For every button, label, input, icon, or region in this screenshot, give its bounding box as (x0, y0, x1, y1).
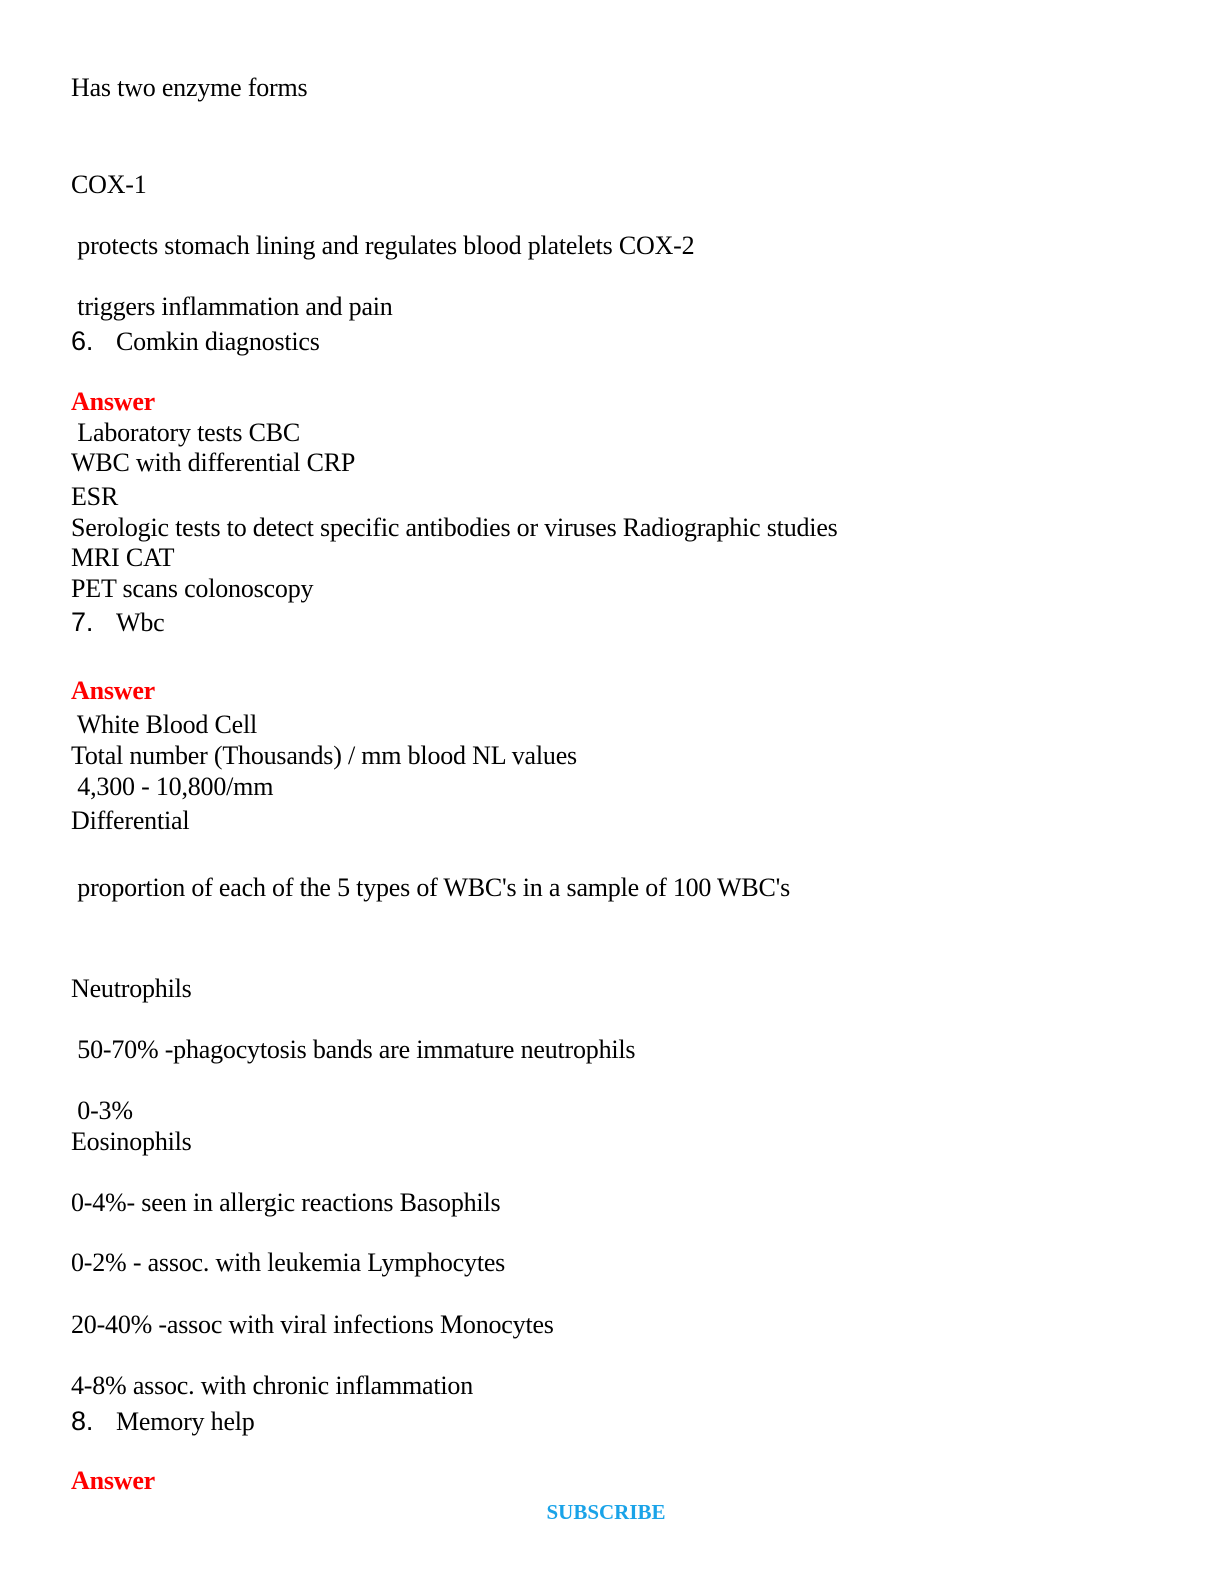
answer-line: Differential (71, 806, 190, 835)
answer-line: 50-70% -phagocytosis bands are immature neutrophils (71, 1035, 636, 1064)
answer-line: 4-8% assoc. with chronic inflammation (71, 1371, 473, 1400)
question-text: Comkin diagnostics (116, 327, 320, 356)
answer-label: Answer (71, 1466, 156, 1495)
answer-line: 0-4%- seen in allergic reactions Basophils (71, 1188, 501, 1217)
question-6 (71, 326, 320, 357)
answer-line: WBC with differential CRP (71, 448, 356, 477)
answer-line: 4,300 - 10,800/mm (71, 772, 274, 801)
answer-line: Serologic tests to detect specific antibodies or viruses Radiographic studies (71, 513, 838, 542)
answer-line: White Blood Cell (71, 710, 258, 739)
answer-line: proportion of each of the 5 types of WBC's in a sample of 100 WBC's (71, 873, 791, 902)
question-8 (71, 1406, 255, 1437)
answer-line: 0-3% (71, 1096, 133, 1125)
answer-label: Answer (71, 676, 156, 705)
answer-line: 0-2% - assoc. with leukemia Lymphocytes (71, 1248, 506, 1277)
question-number: 7. (71, 607, 94, 637)
question-number: 8. (71, 1406, 94, 1436)
answer-line: Eosinophils (71, 1127, 192, 1156)
question-text: Memory help (116, 1407, 255, 1436)
intro-line: Has two enzyme forms (71, 73, 308, 102)
answer-line: Laboratory tests CBC (71, 418, 301, 447)
cox1-heading: COX-1 (71, 170, 147, 199)
answer-line: ESR (71, 482, 119, 511)
answer-line: Total number (Thousands) / mm blood NL values (71, 741, 577, 770)
cox1-description: protects stomach lining and regulates blood platelets COX-2 (71, 231, 695, 260)
answer-label: Answer (71, 387, 156, 416)
answer-line: MRI CAT (71, 543, 175, 572)
answer-line: PET scans colonoscopy (71, 574, 314, 603)
question-number: 6. (71, 326, 94, 356)
question-7 (71, 607, 164, 638)
cox2-description: triggers inflammation and pain (71, 292, 393, 321)
subscribe-link[interactable]: SUBSCRIBE (546, 1500, 666, 1524)
question-text: Wbc (116, 608, 165, 637)
answer-line: Neutrophils (71, 974, 192, 1003)
answer-line: 20-40% -assoc with viral infections Monocytes (71, 1310, 554, 1339)
